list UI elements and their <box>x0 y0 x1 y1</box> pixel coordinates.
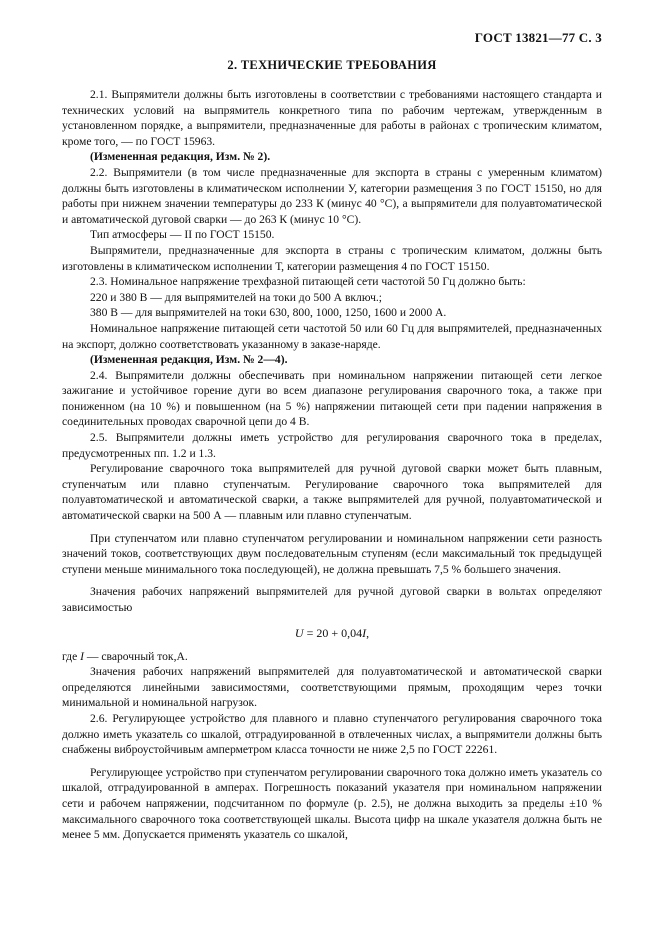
formula-note <box>62 649 602 665</box>
formula-note-var: I <box>80 649 84 663</box>
formula-body: = 20 + 0,04 <box>303 625 363 640</box>
formula-var-u: U <box>294 625 304 640</box>
paragraph-2-6: 2.6. Регулирующее устройство для плавного и плавно ступенчатого регулирования сварочного тока должно иметь указатель со шкалой, отградуированной в отвлеченных числах, а выпрямители должны быть снабжены виброустойчивым амперметром класса точности не ниже 2,5 по ГОСТ 22261. <box>62 711 602 757</box>
formula-tail: , <box>366 625 370 640</box>
paragraph: Регулирование сварочного тока выпрямителей для ручной дуговой сварки может быть плавным, ступенчатым или плавно ступенчатым. Регулирование сварочного тока выпрямителей для полуавтоматической и автоматической сварки, а также выпрямителей для ручной, полуавтоматической и автоматической сварки на 500 А — плавным или плавно ступенчатым. <box>62 462 602 523</box>
paragraph-2-5: 2.5. Выпрямители должны иметь устройство для регулирования сварочного тока в пределах, предусмотренных пп. 1.2 и 1.3. <box>62 431 602 460</box>
formula-var-i: I <box>362 625 367 640</box>
paragraph: Тип атмосферы — II по ГОСТ 15150. <box>90 228 275 242</box>
paragraph: 380 В — для выпрямителей на токи 630, 800, 1000, 1250, 1600 и 2000 А. <box>90 306 447 320</box>
revision-note: (Измененная редакция, Изм. № 2—4). <box>90 353 288 367</box>
paragraph: При ступенчатом или плавно ступенчатом регулировании и номинальном напряжении сети разность значений токов, соответствующих двум последовательным ступеням (если максимальный ток предыдущей ступени меньше минимального тока последующей), не должна превышать 7,5 % большего значения. <box>62 531 602 576</box>
paragraph-2-3: 2.3. Номинальное напряжение трехфазной питающей сети частотой 50 Гц должно быть: <box>90 275 526 289</box>
paragraph: Значения рабочих напряжений выпрямителей для ручной дуговой сварки в вольтах определяют зависимостью <box>62 585 602 614</box>
document-page <box>62 0 602 936</box>
paragraph-2-4: 2.4. Выпрямители должны обеспечивать при номинальном напряжении питающей сети легкое зажигание и устойчивое горение дуги во всем диапазоне регулирования сварочного тока, а также при пониженном (на 10 %) и повышенном (на 5 %) напряжении питающей сети при падении напряжения в соединительных проводах сварочной цепи до 4 В. <box>62 368 602 429</box>
section-title: 2. ТЕХНИЧЕСКИЕ ТРЕБОВАНИЯ <box>227 58 437 72</box>
paragraph: Выпрямители, предназначенные для экспорта в страны с тропическим климатом, должны быть изготовлены в климатическом исполнении Т, категории размещения 4 по ГОСТ 15150. <box>62 243 602 273</box>
document-body <box>62 87 602 843</box>
formula-note-text: — сварочный ток,А. <box>84 649 188 663</box>
paragraph: Регулирующее устройство при ступенчатом регулировании сварочного тока должно иметь указатель со шкалой, отградуированной в амперах. Погрешность показаний указателя при номинальном напряжении сети и рабочем напряжении, подсчитанном по формуле (р. 2.5), не должна выходить за пределы ±10 % максимального сварочного тока соответствующей шкалы. Высота цифр на шкале указателя должна быть не менее 5 мм. Допускается применять указатель со шкалой, <box>62 765 602 842</box>
revision-note: (Измененная редакция, Изм. № 2). <box>90 150 271 164</box>
paragraph: Номинальное напряжение питающей сети частотой 50 или 60 Гц для выпрямителей, предназначенных на экспорт, должно соответствовать указанному в заказе-наряде. <box>62 321 602 351</box>
formula-note-prefix: где <box>62 649 81 663</box>
paragraph-2-2: 2.2. Выпрямители (в том числе предназначенные для экспорта в страны с умеренным климатом) должны быть изготовлены в климатическом исполнении У, категории размещения 3 по ГОСТ 15150, но для работы при нижнем значении температуры до 233 К (минус 40 °С), а выпрямители для полуавтоматической и автоматической дуговой сварки — до 263 К (минус 10 °С). <box>62 165 602 226</box>
paragraph: 220 и 380 В — для выпрямителей на токи до 500 А включ.; <box>90 290 383 304</box>
paragraph-2-1: 2.1. Выпрямители должны быть изготовлены в соответствии с требованиями настоящего стандарта и технических условий на выпрямитель конкретного типа по рабочим чертежам, утвержденным в установленном порядке, а выпрямители, предназначенные для работы в районах с тропическим климатом, кроме того, — по ГОСТ 15963. <box>62 88 602 148</box>
formula <box>62 625 602 641</box>
page-header: ГОСТ 13821—77 С. 3 <box>474 30 602 45</box>
paragraph: Значения рабочих напряжений выпрямителей для полуавтоматической и автоматической сварки определяются линейными зависимостями, соответствующими прямым, проходящим через точки минимальной и номинальной нагрузок. <box>62 665 602 710</box>
